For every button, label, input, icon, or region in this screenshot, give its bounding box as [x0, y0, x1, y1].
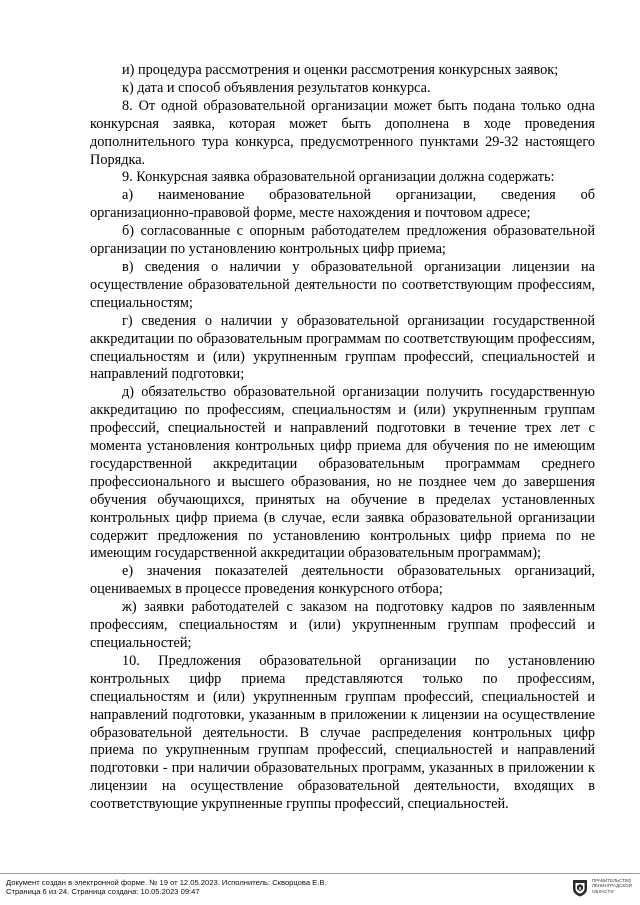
document-footer: [6, 878, 546, 897]
paragraph-item-g: г) сведения о наличии у образовательной организации государственной аккредитации по образовательным программам по соответствующим профессиям, специальностям и (или) укрупненным группам профессий, специальностей и направлений подготовки;: [90, 312, 595, 383]
coat-of-arms-icon: [572, 879, 588, 897]
paragraph-item-zh: ж) заявки работодателей с заказом на подготовку кадров по заявленным профессиям, специальностям и (или) укрупненным группам профессий и специальностей;: [90, 599, 595, 651]
paragraph-item-k: к) дата и способ объявления результатов конкурса.: [122, 79, 431, 96]
paragraph-item-v: в) сведения о наличии у образовательной организации лицензии на осуществление образовательной деятельности по соответствующим профессиям, специальностям;: [90, 258, 595, 311]
footer-page-info: Страница 6 из 24. Страница создана: 10.05.2023 09:47: [6, 887, 200, 897]
footer-creation-info: Документ создан в электронной форме. № 19 от 12.05.2023. Исполнитель: Скворцова Е.В.: [6, 878, 327, 887]
paragraph-item-e: е) значения показателей деятельности образовательных организаций, оцениваемых в процессе проведения конкурсного отбора;: [90, 563, 595, 598]
paragraph-item-b: б) согласованные с опорным работодателем предложения образовательной организации по установлению контрольных цифр приема;: [90, 223, 595, 258]
paragraph-clause-8: 8. От одной образовательной организации может быть подана только одна конкурсная заявка, которая может быть дополнена в ходе проведения дополнительного тура конкурса, предусмотренного пунктами 29-32 настоящего Порядка.: [90, 97, 595, 168]
paragraph-item-d: д) обязательство образовательной организации получить государственную аккредитацию по профессиям, специальностям и (или) укрупненным группам профессий, специальностей и направлений подготовки в течение трех лет с момента установления контрольных цифр приема для обучения по не имеющим государственной аккредитации образовательным программам среднего профессионального и высшего образования, но не позднее чем до завершения обучения обучающихся, принятых на обучение в пределах установленных контрольных цифр приема (в случае, если заявка образовательной организации содержит предложения по установлению контрольных цифр приема по не имеющим государственной аккредитации образовательным программам);: [90, 384, 595, 562]
footer-divider: [0, 873, 640, 874]
document-body: [90, 62, 595, 814]
paragraph-item-a: а) наименование образовательной организации, сведения об организационно-правовой форме, месте нахождения и почтовом адресе;: [90, 187, 595, 222]
paragraph-clause-9: 9. Конкурсная заявка образовательной организации должна содержать:: [122, 169, 555, 186]
paragraph-item-i: и) процедура рассмотрения и оценки рассмотрения конкурсных заявок;: [122, 62, 559, 78]
organization-name: ПРАВИТЕЛЬСТВО ЛЕНИНГРАДСКОЙ ОБЛАСТИ: [592, 878, 632, 894]
paragraph-clause-10: 10. Предложения образовательной организации по установлению контрольных цифр приема представляются только по профессиям, специальностям и (или) укрупненным группам профессий, специальностей и направлений подготовки, указанным в приложении к лицензии на осуществление образовательной деятельности. В случае распределения контрольных цифр приема по укрупненным группам профессий, специальностей и направлений подготовки - при наличии образовательных программ, указанных в приложении к лицензии на осуществление образовательной деятельности, входящих в соответствующие укрупненные группы профессий, специальностей.: [90, 652, 595, 813]
